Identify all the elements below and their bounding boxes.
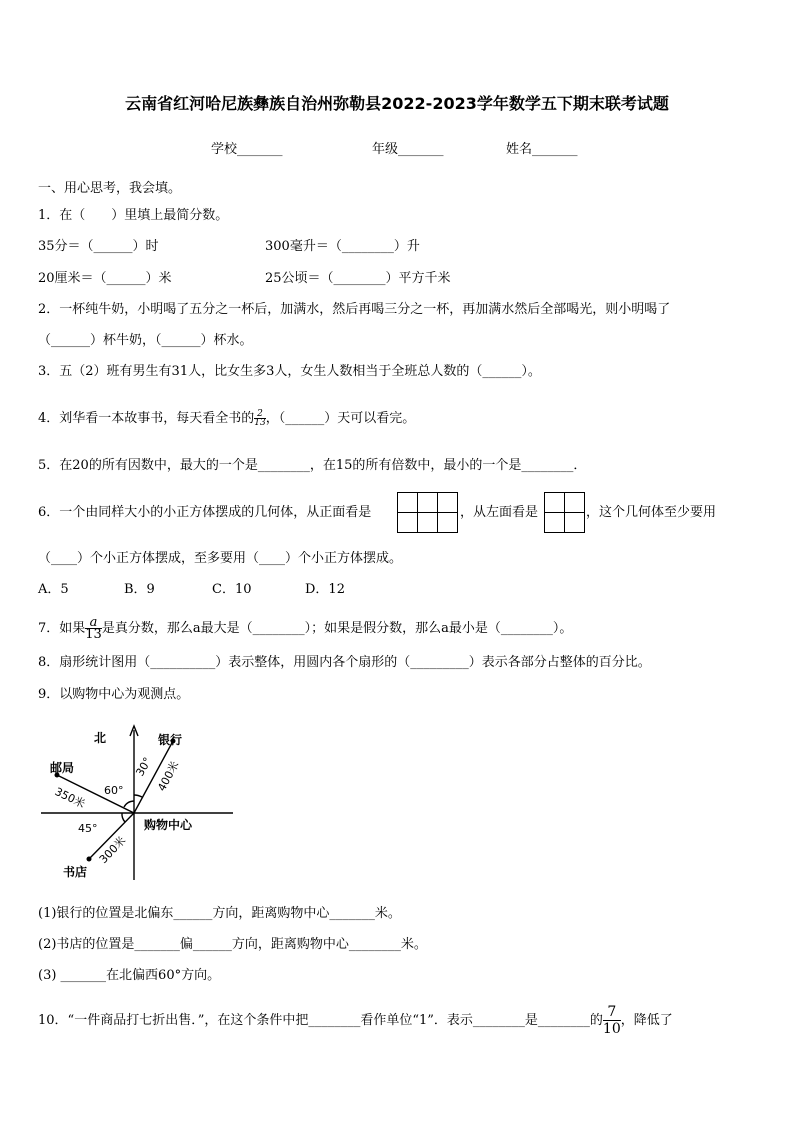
grade-field: 年级_______ [372, 142, 444, 157]
q4-fraction [254, 410, 265, 427]
q6-option-b: B．9 [124, 582, 155, 597]
q1-item-c: 20厘米＝（______）米 [38, 271, 172, 286]
q5: 5．在20的所有因数中，最大的一个是________，在15的所有倍数中，最小的一个是________． [38, 458, 587, 473]
dist-300-label: 300米 [96, 834, 129, 867]
q9-part2: (2)书店的位置是_______偏______方向，距离购物中心________米。 [38, 937, 427, 952]
q7-fraction [85, 617, 102, 640]
q10-denominator: 10 [602, 1021, 621, 1037]
q6-pre: 6．一个由同样大小的小正方体摆成的几何体，从正面看是 [38, 505, 372, 520]
q7 [38, 617, 572, 640]
q7-numerator: a [85, 617, 102, 629]
q7-post: 是真分数，那么a最大是（________）；如果是假分数，那么a最小是（________）。 [101, 621, 573, 636]
q4-post: ，（______）天可以看完。 [265, 411, 416, 426]
q2-line2: （______）杯牛奶，（______）杯水。 [38, 333, 253, 348]
q6-line2: （____）个小正方体摆成，至多要用（____）个小正方体摆成。 [38, 551, 403, 566]
q4-pre: 4．刘华看一本故事书，每天看全书的 [38, 411, 255, 426]
bookstore-point [87, 857, 92, 862]
school-field: 学校_______ [211, 142, 283, 157]
post-office-label: 邮局 [50, 761, 75, 775]
bookstore-label: 书店 [63, 865, 88, 879]
angle-30-label: 30° [133, 755, 155, 779]
dist-350-label: 350米 [52, 785, 88, 811]
dist-400-label: 400米 [155, 759, 182, 794]
q10-pre: 10．“一件商品打七折出售．”，在这个条件中把________看作单位“1”．表示________是________的 [38, 1013, 603, 1028]
q10-numerator: 7 [603, 1004, 621, 1021]
q1-item-a: 35分＝（______）时 [38, 239, 159, 254]
q6-post: ，这个几何体至少要用 [586, 505, 717, 520]
q10-post: ，降低了 [620, 1013, 673, 1028]
q9-part3: (3) _______在北偏西60°方向。 [38, 968, 221, 983]
q8: 8．扇形统计图用（__________）表示整体，用圆内各个扇形的（_________）表示各部分占整体的百分比。 [38, 655, 651, 670]
north-label: 北 [94, 731, 107, 745]
angle-30-arc [134, 795, 142, 797]
direction-diagram [38, 722, 238, 882]
q7-pre: 7．如果 [38, 621, 86, 636]
q2-line1: 2．一杯纯牛奶，小明喝了五分之一杯后，加满水，然后再喝三分之一杯，再加满水然后全部喝光，则小明喝了 [38, 302, 671, 317]
q4-denominator: 13 [254, 418, 266, 428]
q1-item-b: 300毫升＝（________）升 [265, 239, 420, 254]
bank-label: 银行 [158, 733, 183, 747]
q7-denominator: 13 [85, 627, 102, 642]
q6-option-d: D．12 [305, 582, 345, 597]
q6-option-a: A．5 [38, 582, 69, 597]
name-field: 姓名_______ [506, 142, 578, 157]
section-heading: 一、用心思考，我会填。 [38, 181, 182, 196]
q1-stem: 1．在（ ）里填上最简分数。 [38, 208, 229, 223]
q9-stem: 9．以购物中心为观测点。 [38, 687, 190, 702]
q10 [38, 1004, 673, 1037]
front-view-grid [397, 492, 458, 533]
q3: 3．五（2）班有男生有31人，比女生多3人，女生人数相当于全班总人数的（______）。 [38, 364, 541, 379]
q6-mid: ，从左面看是 [460, 505, 539, 520]
page-title: 云南省红河哈尼族彝族自治州弥勒县2022-2023学年数学五下期末联考试题 [125, 94, 669, 113]
center-label: 购物中心 [144, 818, 193, 832]
left-view-grid [544, 492, 585, 533]
angle-45-arc [122, 813, 125, 822]
q6-option-c: C．10 [212, 582, 252, 597]
angle-60-arc [124, 801, 134, 807]
angle-45-label: 45° [78, 822, 98, 835]
q4 [38, 410, 415, 427]
q1-item-d: 25公顷＝（________）平方千米 [265, 271, 451, 286]
q10-fraction [603, 1004, 621, 1037]
q4-numerator: 2 [254, 410, 265, 419]
angle-60-label: 60° [104, 784, 124, 797]
q9-part1: (1)银行的位置是北偏东______方向，距离购物中心_______米。 [38, 906, 401, 921]
